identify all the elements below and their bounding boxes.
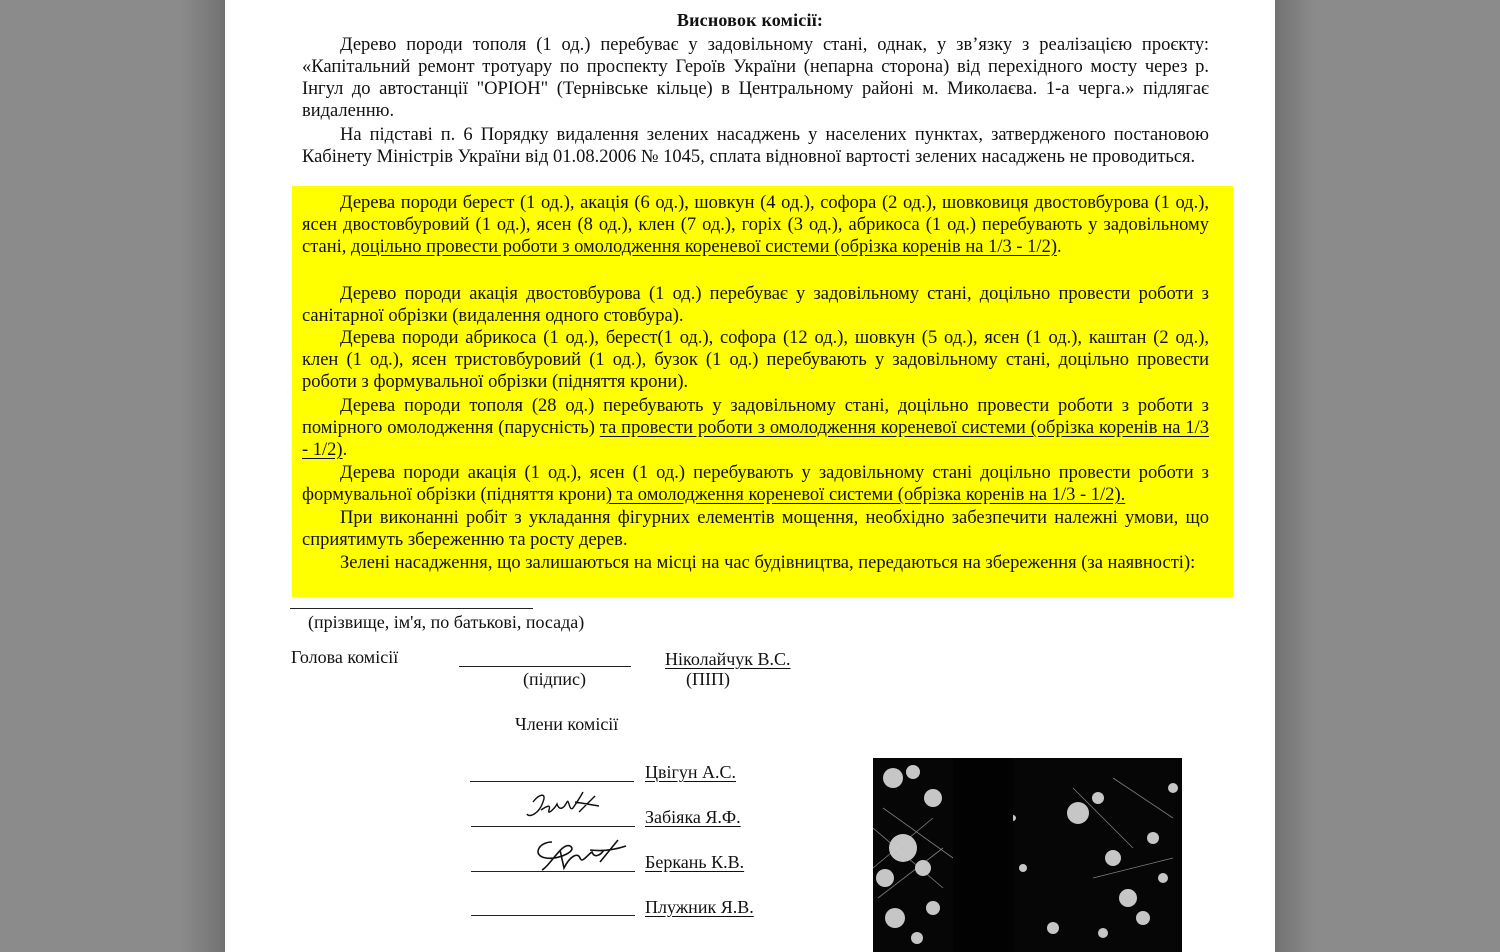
name-initials-caption: (ПІП) — [686, 669, 730, 689]
paragraph-formative-pruning: Дерева породи абрикоса (1 од.), берест(1 од.), софора (12 од.), шовкун (5 од.), ясен (1 од.), каштан (2 од.), клен (1 од.), ясен тристовбуровий (1 од.), бузок (1 од.) перебувають у задовільному стані, доцільно провести роботи з формувальної обрізки (підняття крони). — [302, 328, 1209, 392]
document-page — [225, 0, 1275, 952]
member-name-4: Плужник Я.В. — [645, 897, 754, 917]
name-caption: (прізвище, ім'я, по батькові, посада) — [308, 612, 585, 632]
member-name-3: Беркань К.В. — [645, 852, 745, 872]
members-label: Члени комісії — [515, 714, 619, 734]
member-signature-line-1 — [470, 781, 634, 782]
tree-photo — [873, 758, 1182, 952]
paragraph-root-rejuvenation: Дерева породи берест (1 од.), акація (6 од.), шовкун (4 од.), софора (2 од.), шовковиця двостовбурова (1 од.), ясен двостовбуровий (1 од.), ясен (8 од.), клен (7 од.), горіх (3 од.), абрикоса (1 од.) перебувають у задовільному стані, доцільно провести роботи з омолодження кореневої системи (обрізка коренів на 1/3 - 1/2). — [302, 193, 1209, 257]
chairman-name: Ніколайчук В.С. — [665, 649, 791, 669]
page-shadow-left — [180, 0, 225, 952]
paragraph-poplar-28: Дерева породи тополя (28 од.) перебувають у задовільному стані, доцільно провести роботи з роботи з помірного омолодження (парусність) та провести роботи з омолодження кореневої системи (обрізка коренів на 1/3 - 1/2). — [302, 396, 1209, 460]
paragraph-legal-basis: На підставі п. 6 Порядку видалення зелених насаджень у населених пунктах, затвердженого постановою Кабінету Міністрів України від 01.08.2006 № 1045, сплата відновної вартості зелених насаджень не проводиться. — [302, 125, 1209, 167]
page-shadow-right — [1275, 0, 1315, 952]
name-blank-line — [290, 608, 533, 609]
chairman-label: Голова комісії — [291, 647, 399, 667]
paragraph-poplar-removal: Дерево породи тополя (1 од.) перебуває у задовільному стані, однак, у зв’язку з реалізацією проєкту: «Капітальний ремонт тротуару по проспекту Героїв України (непарна сторона) від перехідного мосту через р. Інгул до автостанції "ОРІОН" (Тернівське кільце) в Центральному районі м. Миколаєва. 1-а черга.» підлягає видаленню. — [302, 35, 1209, 121]
signature-zabiyaka-icon — [525, 788, 605, 828]
paragraph-paving-conditions: При виконанні робіт з укладання фігурних елементів мощення, необхідно забезпечити належні умови, що сприятимуть збереженню та росту дерев. — [302, 508, 1209, 550]
signature-berkan-icon — [530, 836, 630, 876]
signature-caption: (підпис) — [523, 669, 587, 689]
paragraph-sanitary-pruning: Дерево породи акація двостовбурова (1 од.) перебуває у задовільному стані, доцільно провести роботи з санітарної обрізки (видалення одного стовбура). — [302, 284, 1209, 326]
member-name-2: Забіяка Я.Ф. — [645, 807, 741, 827]
member-signature-line-2 — [471, 826, 635, 827]
chairman-signature-line — [459, 666, 631, 667]
paragraph-green-preservation: Зелені насадження, що залишаються на місці на час будівництва, передаються на збереження (за наявності): — [340, 553, 1196, 573]
paragraph-acacia-ash: Дерева породи акація (1 од.), ясен (1 од.) перебувають у задовільному стані доцільно провести роботи з формувальної обрізки (підняття крони) та омолодження кореневої системи (обрізка коренів на 1/3 - 1/2). — [302, 463, 1209, 505]
member-name-1: Цвігун А.С. — [645, 762, 737, 782]
member-signature-line-4 — [471, 915, 635, 916]
conclusion-title: Висновок комісії: — [676, 10, 824, 30]
tree-canopy-image-icon — [873, 758, 1182, 952]
member-signature-line-3 — [471, 871, 635, 872]
